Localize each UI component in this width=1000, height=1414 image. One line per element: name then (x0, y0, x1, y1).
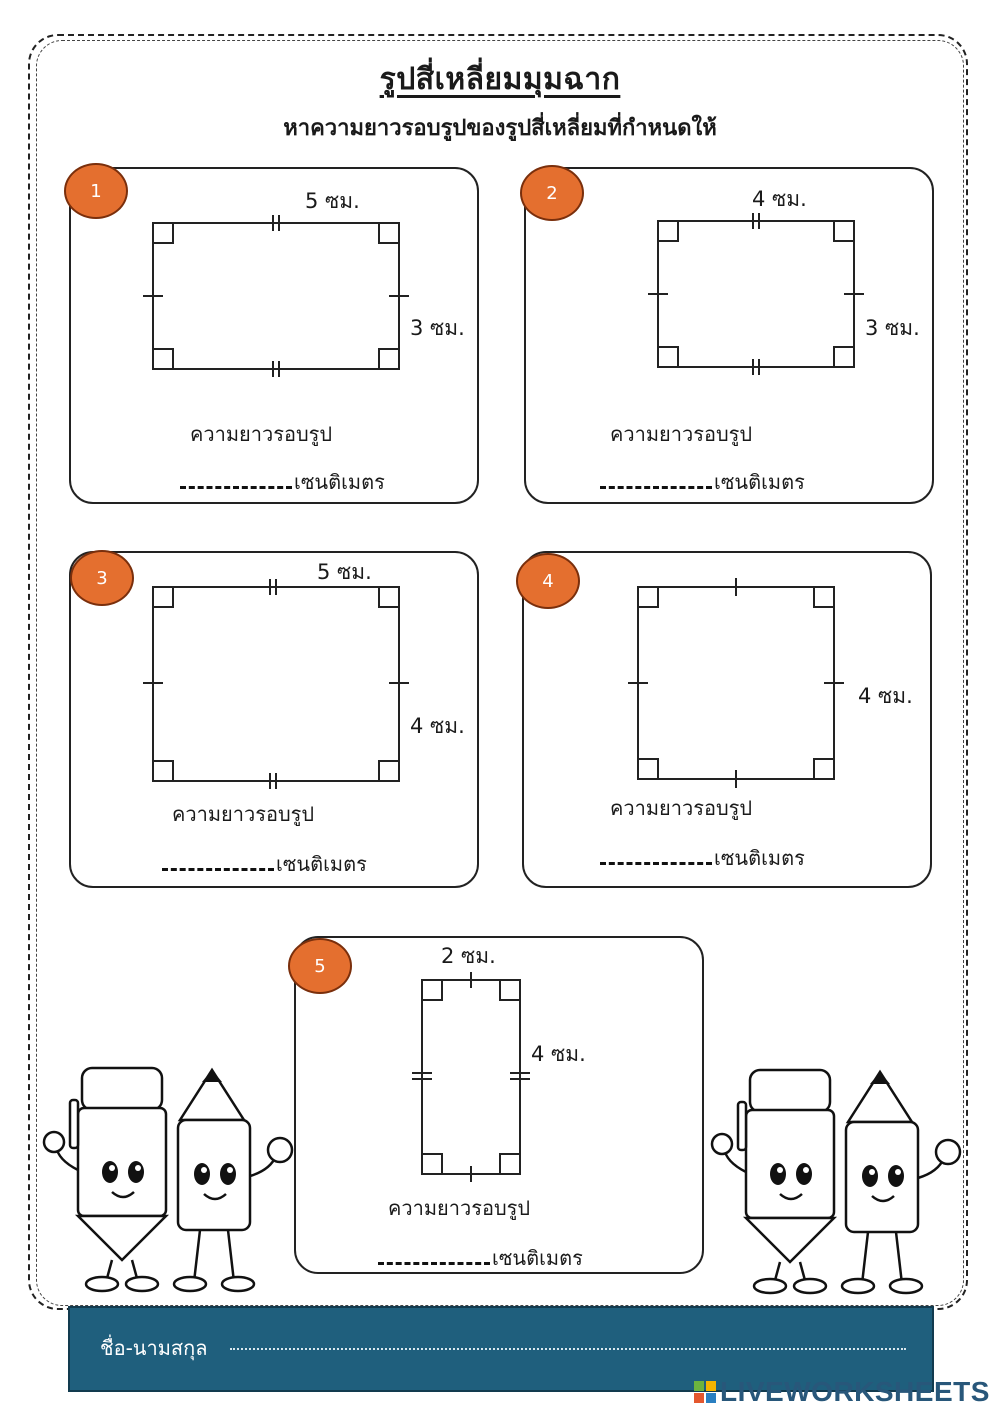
rectangle-figure (140, 210, 410, 380)
answer-line (180, 466, 385, 498)
answer-blank[interactable] (162, 854, 274, 871)
pencil-mascot-left (40, 1060, 300, 1295)
answer-blank[interactable] (600, 472, 712, 489)
answer-line (162, 848, 367, 880)
rectangle-figure (646, 208, 868, 378)
name-input-line[interactable] (230, 1348, 906, 1350)
answer-blank[interactable] (180, 472, 292, 489)
answer-line (378, 1242, 583, 1274)
liveworksheets-brand (694, 1376, 990, 1408)
top-dimension: 2 ซม. (441, 944, 496, 968)
rectangle-figure (140, 574, 410, 794)
answer-blank[interactable] (600, 848, 712, 865)
exercise-number-badge: 2 (520, 165, 584, 221)
exercise-number-badge: 4 (516, 553, 580, 609)
unit-label: เซนติเมตร (714, 846, 805, 870)
name-label: ชื่อ-นามสกุล (100, 1336, 208, 1360)
page-subtitle: หาความยาวรอบรูปของรูปสี่เหลี่ยมที่กำหนดให้ (283, 116, 717, 141)
side-dimension: 3 ซม. (410, 316, 465, 340)
perimeter-label: ความยาวรอบรูป (388, 1196, 531, 1220)
top-dimension: 4 ซม. (752, 187, 807, 211)
square-figure (626, 574, 848, 794)
unit-label: เซนติเมตร (714, 470, 805, 494)
pencil-mascot-right (708, 1062, 968, 1297)
answer-line (600, 466, 805, 498)
perimeter-label: ความยาวรอบรูป (172, 802, 315, 826)
perimeter-label: ความยาวรอบรูป (190, 422, 333, 446)
side-dimension: 4 ซม. (858, 684, 913, 708)
side-dimension: 4 ซม. (531, 1042, 586, 1066)
rectangle-figure (410, 968, 534, 1186)
unit-label: เซนติเมตร (294, 470, 385, 494)
answer-line (600, 842, 805, 874)
perimeter-label: ความยาวรอบรูป (610, 422, 753, 446)
brand-text: LIVEWORKSHEETS (720, 1376, 990, 1407)
side-dimension: 3 ซม. (865, 316, 920, 340)
unit-label: เซนติเมตร (492, 1246, 583, 1270)
liveworksheets-logo-icon (694, 1381, 716, 1403)
exercise-number-badge: 3 (70, 550, 134, 606)
unit-label: เซนติเมตร (276, 852, 367, 876)
answer-blank[interactable] (378, 1248, 490, 1265)
top-dimension: 5 ซม. (305, 189, 360, 213)
exercise-number-badge: 5 (288, 938, 352, 994)
side-dimension: 4 ซม. (410, 714, 465, 738)
page-title: รูปสี่เหลี่ยมมุมฉาก (379, 62, 621, 97)
exercise-number-badge: 1 (64, 163, 128, 219)
top-dimension: 5 ซม. (317, 560, 372, 584)
perimeter-label: ความยาวรอบรูป (610, 796, 753, 820)
